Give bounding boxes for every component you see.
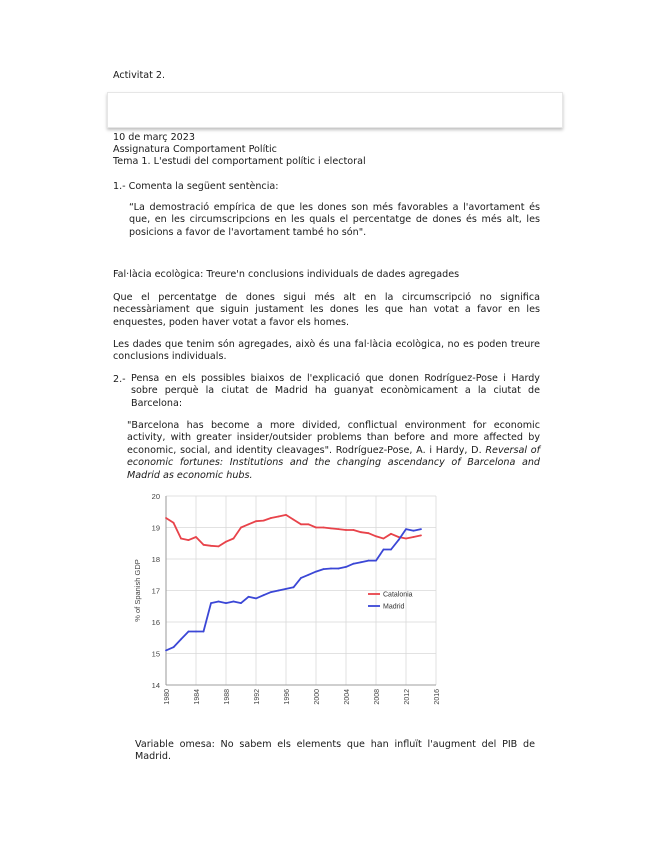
data-point-madrid — [218, 601, 220, 603]
data-point-madrid — [390, 549, 392, 551]
data-point-catalonia — [360, 531, 362, 533]
data-point-madrid — [165, 650, 167, 652]
data-point-madrid — [330, 568, 332, 570]
data-point-madrid — [315, 571, 317, 573]
data-point-catalonia — [383, 538, 385, 540]
x-tick-label: 2012 — [404, 689, 411, 705]
date-line: 10 de març 2023 — [113, 132, 195, 143]
question-2-quote-block — [127, 420, 540, 482]
data-point-catalonia — [323, 527, 325, 529]
data-point-madrid — [398, 539, 400, 541]
data-point-madrid — [300, 577, 302, 579]
conclusion-text: Variable omesa: No sabem els elements que han influït l'augment del PIB de Madrid. — [135, 739, 535, 763]
data-point-catalonia — [218, 546, 220, 548]
data-point-catalonia — [315, 527, 317, 529]
data-point-catalonia — [413, 536, 415, 538]
data-point-catalonia — [270, 517, 272, 519]
data-point-catalonia — [195, 536, 197, 538]
x-tick-label: 2008 — [374, 689, 381, 705]
gdp-chart — [130, 487, 440, 712]
data-point-catalonia — [345, 529, 347, 531]
data-point-madrid — [285, 588, 287, 590]
y-tick-label: 17 — [151, 586, 160, 596]
data-point-madrid — [225, 602, 227, 604]
activity-title: Activitat 2. — [113, 70, 166, 81]
y-tick-label: 16 — [151, 618, 160, 627]
data-point-madrid — [293, 586, 295, 588]
course-line: Assignatura Comportament Polític — [113, 144, 277, 155]
data-point-madrid — [263, 594, 265, 596]
data-point-madrid — [413, 530, 415, 532]
data-point-madrid — [203, 631, 205, 633]
data-point-catalonia — [375, 535, 377, 537]
question-1-quote: “La demostració empírica de que les dones son més favorables a l'avortament és que, en les circumscripcions en les quals el percentatge de dones és més alt, les posicions a favor de l'avortament també ho són". — [129, 202, 540, 238]
data-point-madrid — [255, 598, 257, 600]
data-point-catalonia — [300, 523, 302, 525]
data-point-catalonia — [173, 522, 175, 524]
data-point-madrid — [323, 568, 325, 570]
data-point-madrid — [210, 602, 212, 604]
data-point-catalonia — [368, 532, 370, 534]
data-point-madrid — [308, 574, 310, 576]
series-line-madrid — [166, 529, 421, 650]
x-tick-label: 1992 — [254, 689, 261, 705]
data-point-catalonia — [188, 539, 190, 541]
x-tick-label: 2000 — [314, 689, 321, 705]
y-tick-label: 14 — [151, 681, 160, 690]
data-point-catalonia — [210, 545, 212, 547]
data-point-catalonia — [255, 520, 257, 522]
data-point-madrid — [188, 631, 190, 633]
x-tick-label: 1996 — [284, 689, 291, 705]
legend-label-catalonia: Catalonia — [383, 591, 413, 599]
data-point-catalonia — [278, 516, 280, 518]
y-tick-label: 18 — [151, 555, 160, 564]
data-point-madrid — [180, 638, 182, 640]
data-point-madrid — [195, 631, 197, 633]
data-point-catalonia — [225, 541, 227, 543]
data-point-catalonia — [248, 523, 250, 525]
question-2-quote: "Barcelona has become a more divided, conflictual environment for economic activity, with greater insider/outsider problems than before and more affected by economic, social, and identity cleavages". Rodríguez-Pose, A. i Hardy, D. — [127, 420, 540, 456]
data-point-madrid — [248, 596, 250, 598]
data-point-catalonia — [165, 517, 167, 519]
answer-paragraph-2: Les dades que tenim són agregades, això és una fal·làcia ecològica, no es poden treure conclusions individuals. — [113, 339, 540, 363]
data-point-catalonia — [308, 523, 310, 525]
data-point-madrid — [338, 568, 340, 570]
data-point-catalonia — [390, 533, 392, 535]
data-point-catalonia — [353, 529, 355, 531]
data-point-catalonia — [233, 538, 235, 540]
data-point-catalonia — [285, 514, 287, 516]
data-point-catalonia — [263, 520, 265, 522]
question-2-citation: Reversal of economic fortunes: Institutions and the changing ascendancy of Barcelona and Madrid as economic hubs. — [127, 444, 540, 481]
data-point-catalonia — [338, 528, 340, 530]
data-point-madrid — [420, 528, 422, 530]
question-2-prompt: Pensa en els possibles biaixos de l'explicació que donen Rodríguez-Pose i Hardy sobre perquè la ciutat de Madrid ha guanyat econòmicament a la ciutat de Barcelona: — [131, 373, 540, 409]
y-tick-label: 15 — [151, 649, 160, 659]
data-point-madrid — [345, 566, 347, 568]
x-tick-label: 2004 — [344, 689, 351, 705]
question-1-prompt: 1.- Comenta la següent sentència: — [113, 181, 279, 192]
x-tick-label: 1984 — [194, 689, 201, 705]
data-point-madrid — [270, 591, 272, 593]
data-point-catalonia — [420, 535, 422, 537]
x-tick-label: 1988 — [224, 689, 231, 705]
data-point-madrid — [375, 560, 377, 562]
data-point-madrid — [353, 563, 355, 565]
x-tick-label: 2016 — [434, 689, 441, 705]
question-2-number: 2.- — [113, 374, 126, 385]
data-point-madrid — [383, 549, 385, 551]
gdp-chart-svg — [130, 487, 440, 712]
data-point-madrid — [173, 646, 175, 648]
data-point-madrid — [240, 602, 242, 604]
data-point-catalonia — [203, 544, 205, 546]
data-point-madrid — [278, 590, 280, 592]
data-point-madrid — [233, 601, 235, 603]
fallacy-definition: Fal·làcia ecològica: Treure'n conclusions individuals de dades agregades — [113, 269, 460, 280]
data-point-madrid — [405, 528, 407, 530]
y-axis-label: % of Spanish GDP — [133, 559, 142, 622]
data-point-catalonia — [330, 528, 332, 530]
y-tick-label: 19 — [151, 523, 160, 533]
data-point-madrid — [368, 560, 370, 562]
data-point-catalonia — [293, 519, 295, 521]
data-point-madrid — [360, 561, 362, 563]
legend-label-madrid: Madrid — [383, 603, 405, 611]
data-point-catalonia — [180, 538, 182, 540]
blank-answer-box — [107, 92, 563, 128]
data-point-catalonia — [405, 538, 407, 540]
x-tick-label: 1980 — [164, 689, 171, 705]
y-tick-label: 20 — [151, 492, 160, 501]
data-point-catalonia — [240, 527, 242, 529]
topic-line: Tema 1. L'estudi del comportament polític i electoral — [113, 156, 366, 167]
answer-paragraph-1: Que el percentatge de dones sigui més alt en la circumscripció no significa necessàriament que siguin justament les dones les que han votat a favor en les enquestes, poden haver votat a favor els homes. — [113, 292, 540, 328]
